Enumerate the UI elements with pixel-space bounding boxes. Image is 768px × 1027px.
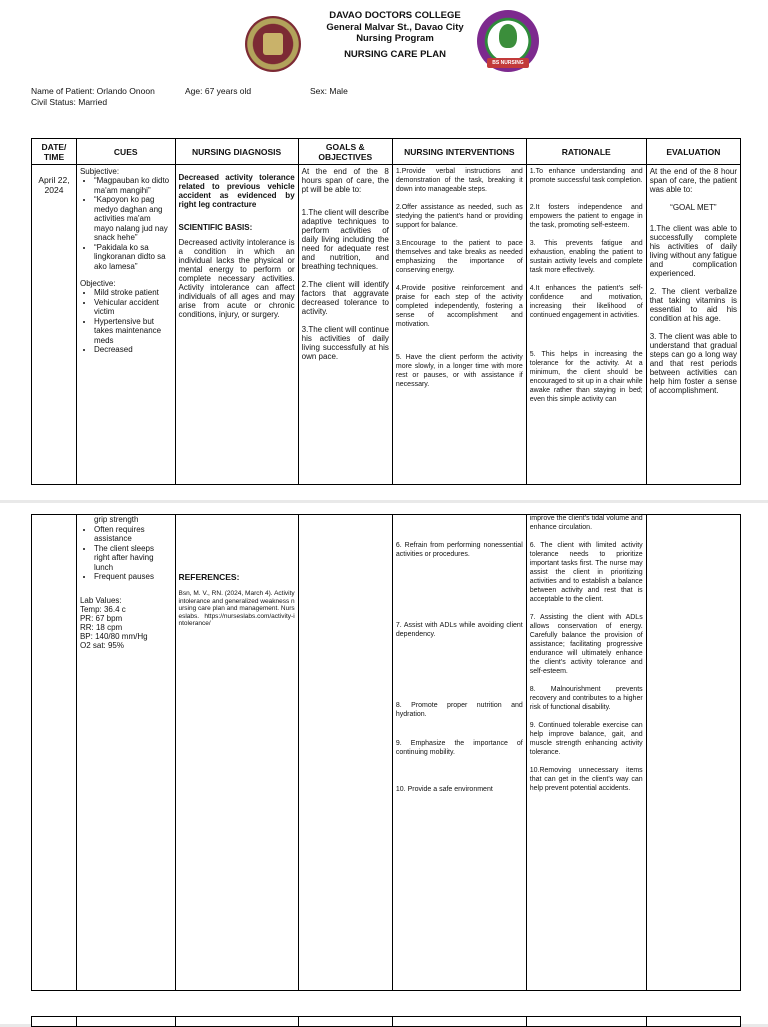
evaluation-item: 3. The client was able to understand that gradual steps can go a long way and that rest periods between activities can help him foster a sense of accomplishment.: [649, 332, 737, 395]
goals-intro: At the end of the 8 hours span of care, the pt will be able to:: [301, 167, 389, 194]
lab-value: O2 sat: 95%: [79, 640, 124, 650]
lab-value: PR: 67 bpm: [79, 613, 123, 623]
cues-cell-continued: [76, 515, 175, 991]
objective-list: [80, 288, 172, 355]
subjective-list: [80, 176, 172, 271]
intervention-item: 10. Provide a safe environment: [395, 786, 493, 793]
evaluation-cell-empty: [646, 515, 740, 991]
page-1: [0, 0, 768, 500]
rationale-cell-continued: [526, 515, 646, 991]
objective-cue: grip strength: [93, 515, 139, 524]
goal-item: 2.The client will identify factors that aggravate decreased tolerance to activity.: [301, 280, 389, 316]
references-cell: [175, 515, 298, 991]
nursing-seal-logo: [477, 10, 539, 72]
intervention-item: 6. Refrain from performing nonessential activities or procedures.: [395, 542, 523, 558]
diagnosis-cell: [175, 165, 298, 485]
intervention-item: 8. Promote proper nutrition and hydration.: [395, 702, 523, 718]
subjective-label: Subjective:: [79, 167, 120, 176]
table-header-row: [32, 139, 741, 165]
objective-cue: • Decreased: [94, 345, 172, 355]
objective-cue: • Frequent pauses: [94, 572, 172, 582]
objective-cue: • Vehicular accident victim: [94, 298, 172, 317]
intervention-item: 1.Provide verbal instructions and demonstration of the task, breaking it down into manageable steps.: [395, 168, 523, 193]
header-evaluation: EVALUATION: [646, 139, 740, 165]
objective-cue: • Mild stroke patient: [94, 288, 172, 298]
intervention-item: 7. Assist with ADLs while avoiding client dependency.: [395, 622, 523, 638]
subjective-cue: • “Magpauban ko didto ma'am mangihi”: [94, 176, 172, 195]
subjective-cue: • “Pakidala ko sa lingkoranan didto sa ako lamesa”: [94, 243, 172, 272]
lab-values-label: Lab Values:: [79, 595, 122, 605]
objective-list-continued: [80, 515, 172, 525]
header-diagnosis: NURSING DIAGNOSIS: [175, 139, 298, 165]
table-row: [32, 515, 741, 991]
objective-cue: • The client sleeps right after having lunch: [94, 544, 172, 573]
empty-cell: [76, 1017, 175, 1027]
lab-value: Temp: 36.4 c: [79, 604, 126, 614]
document-title: NURSING CARE PLAN: [344, 48, 446, 60]
empty-cell: [646, 1017, 740, 1027]
intervention-item: 3.Encourage to the patient to pace themselves and take breaks as needed emphasizing the importance of conserving energy.: [395, 240, 523, 274]
college-name: DAVAO DOCTORS COLLEGE: [329, 10, 461, 21]
rationale-item: 7. Assisting the client with ADLs allows conservation of energy. Carefully balance the provision of assistance; facilitating progressive endurance will ultimately enhance the client's activity tolerance and self-esteem.: [529, 614, 643, 675]
care-plan-table-page-1: [31, 138, 741, 485]
evaluation-item: 1.The client was able to successfully complete his activities of daily living without any fatigue and complication experienced.: [649, 224, 737, 278]
rationale-item: 1.To enhance understanding and promote successful task completion.: [529, 168, 643, 184]
lab-value: BP: 140/80 mm/Hg: [79, 631, 148, 641]
objective-cue: • Often requires assistance: [94, 525, 172, 544]
goal-status: “GOAL MET”: [670, 203, 717, 212]
patient-civil-status: Civil Status: Married: [31, 97, 108, 107]
program-name: Nursing Program: [356, 33, 434, 44]
header-cues: CUES: [76, 139, 175, 165]
patient-name: Name of Patient: Orlando Onoon: [31, 86, 155, 96]
objective-cue: • Hypertensive but takes maintenance meds: [94, 317, 172, 346]
header-interventions: NURSING INTERVENTIONS: [392, 139, 526, 165]
header-rationale: RATIONALE: [526, 139, 646, 165]
goal-item: 3.The client will continue his activities of daily living successfully at his own pace.: [301, 325, 389, 361]
goals-cell-empty: [298, 515, 392, 991]
interventions-cell-continued: [392, 515, 526, 991]
rationale-item: 10.Removing unnecessary items that can get in the client's way can help prevent potential accidents.: [529, 767, 643, 792]
care-plan-table-page-2: [31, 514, 741, 991]
empty-cell: [298, 1017, 392, 1027]
rationale-item: 8. Malnourishment prevents recovery and contributes to a higher risk of functional disability.: [529, 686, 643, 711]
interventions-cell: [392, 165, 526, 485]
patient-age: Age: 67 years old: [185, 86, 252, 96]
seal-ribbon-text: BS NURSING: [487, 58, 529, 68]
rationale-item: 3. This prevents fatigue and exhaustion, enabling the patient to sustain activity levels and complete task more effectively.: [529, 240, 643, 274]
rationale-item: improve the client's tidal volume and enhance circulation.: [529, 515, 643, 531]
intervention-item: 5. Have the client perform the activity more slowly, in a longer time with more rest or pauses, or with assistance if necessary.: [395, 354, 523, 388]
rationale-item: 2.It fosters independence and empowers the patient to engage in the task, promoting self-esteem.: [529, 204, 643, 229]
lab-value: RR: 18 cpm: [79, 622, 123, 632]
subjective-cue: • “Kapoyon ko pag medyo daghan ang activities ma'am mayo nalang jud nay snack hehe”: [94, 195, 172, 243]
empty-cell: [392, 1017, 526, 1027]
empty-cell: [526, 1017, 646, 1027]
goal-item: 1.The client will describe adaptive techniques to perform activities of daily living including the need for adequate rest and nutrition, and breathing techniques.: [301, 208, 389, 271]
rationale-item: 5. This helps in increasing the tolerance for the activity. At a minimum, the client should be encouraged to sit up in a chair while awake rather than staying in bed; even this simple activity can: [529, 351, 643, 403]
table-row: [32, 1017, 741, 1027]
empty-cell: [32, 1017, 77, 1027]
evaluation-intro: At the end of the 8 hour span of care, the patient was able to:: [649, 167, 737, 194]
rationale-item: 4.It enhances the patient's self-confidence and motivation, increasing their likelihood of continued engagement in activities.: [529, 285, 643, 319]
evaluation-item: 2. The client verbalize that taking vitamins is essential to aid his condition at his age.: [649, 287, 737, 323]
empty-cell: [175, 1017, 298, 1027]
college-address: General Malvar St., Davao City: [326, 21, 464, 33]
date-cell: April 22, 2024: [32, 165, 77, 485]
patient-sex: Sex: Male: [310, 86, 348, 96]
objective-label: Objective:: [79, 279, 116, 288]
intervention-item: 2.Offer assistance as needed, such as stedying the patient's hand or providing support for balance.: [395, 204, 523, 229]
page-2: [0, 503, 768, 1024]
goals-cell: [298, 165, 392, 485]
intervention-item: 9. Emphasize the importance of continuing mobility.: [395, 740, 523, 756]
reference-text: Bsn, M. V., RN. (2024, March 4). Activity intolerance and generalized weakness nursing care plan and management. Nurseslabs. https://nurseslabs.com/activity-intolerance/: [178, 590, 295, 627]
rationale-item: 6. The client with limited activity tolerance needs to prioritize important tasks first. The nurse may assist the client in prioritizing activities and to establish a balance between activity and rest that is acceptable to the client.: [529, 542, 643, 603]
scientific-basis-text: Decreased activity intolerance is a condition in which an individual lacks the physical or mental energy to perform or complete necessary activities. Activity intolerance can affect individuals of all ages and may arise from acute or chronic conditions, injury, or surgery.: [178, 238, 295, 319]
scientific-basis-label: SCIENTIFIC BASIS:: [178, 223, 253, 232]
references-label: REFERENCES:: [178, 572, 240, 582]
cues-cell: [76, 165, 175, 485]
header-date: DATE/ TIME: [32, 139, 77, 165]
date-cell-empty: [32, 515, 77, 991]
rationale-item: 9. Continued tolerable exercise can help improve balance, gait, and muscle strength enhancing activity tolerance.: [529, 722, 643, 756]
intervention-item: 4.Provide positive reinforcement and praise for each step of the activity completed independently, fostering a sense of accomplishment and motivation.: [395, 285, 523, 328]
rationale-cell: [526, 165, 646, 485]
header-goals: GOALS & OBJECTIVES: [298, 139, 392, 165]
evaluation-cell: [646, 165, 740, 485]
diagnosis-statement: Decreased activity tolerance related to previous vehicle accident as evidenced by right leg contracture: [178, 173, 295, 209]
care-plan-table-page-3-top: [31, 1016, 741, 1027]
objective-list-continued-2: [80, 525, 172, 582]
table-row: [32, 165, 741, 485]
